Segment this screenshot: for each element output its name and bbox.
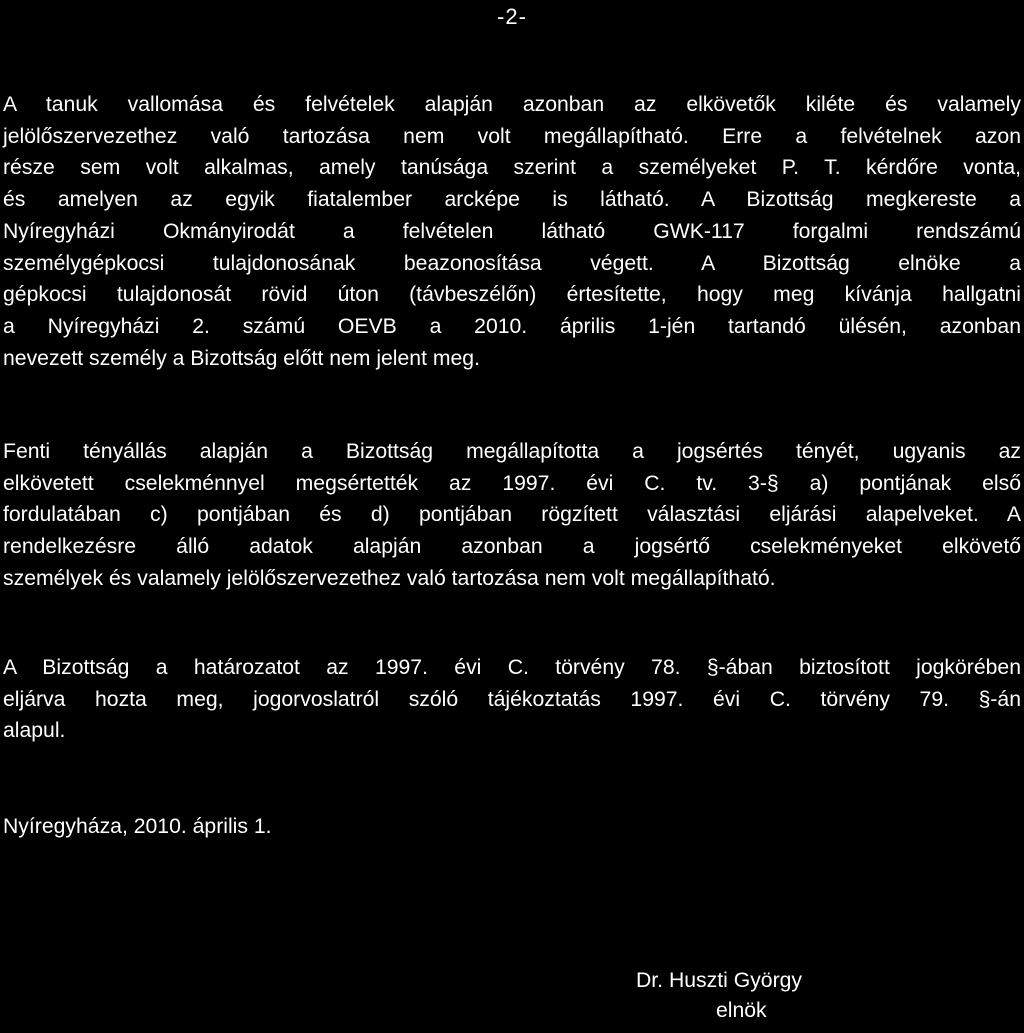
paragraph-legal-basis bbox=[3, 652, 1021, 747]
text-line: eljárva hozta meg, jogorvoslatról szóló tájékoztatás 1997. évi C. törvény 79. §-án bbox=[3, 687, 1021, 711]
text-line: személyek és valamely jelölőszervezethez való tartozása nem volt megállapítható. bbox=[3, 566, 776, 590]
signatory-title: elnök bbox=[716, 999, 767, 1022]
text-line: Nyíregyházi Okmányirodát a felvételen látható GWK-117 forgalmi rendszámú bbox=[3, 219, 1021, 243]
text-line: személygépkocsi tulajdonosának beazonosítása végett. A Bizottság elnöke a bbox=[3, 251, 1021, 275]
date-place: Nyíregyháza, 2010. április 1. bbox=[3, 815, 272, 838]
text-line: fordulatában c) pontjában és d) pontjában rögzített választási eljárási alapelveket. A bbox=[3, 503, 1021, 527]
text-line: jelölőszervezethez való tartozása nem volt megállapítható. Erre a felvételnek azon bbox=[3, 124, 1021, 148]
text-line: A tanuk vallomása és felvételek alapján azonban az elkövetők kiléte és valamely bbox=[3, 93, 1021, 116]
paragraph-conclusion bbox=[3, 436, 1021, 595]
text-line: nevezett személy a Bizottság előtt nem jelent meg. bbox=[3, 346, 480, 370]
text-line: és amelyen az egyik fiatalember arcképe is látható. A Bizottság megkereste a bbox=[3, 188, 1021, 212]
text-line: rendelkezésre álló adatok alapján azonban a jogsértő cselekményeket elkövető bbox=[3, 535, 1021, 559]
text-line: része sem volt alkalmas, amely tanúsága szerint a személyeket P. T. kérdőre vonta, bbox=[3, 156, 1021, 180]
page-number: -2- bbox=[497, 4, 527, 29]
signature-block bbox=[636, 966, 802, 1026]
signatory-name: Dr. Huszti György bbox=[636, 969, 803, 992]
text-line: gépkocsi tulajdonosát rövid úton (távbeszélőn) értesítette, hogy meg kívánja hallgatni bbox=[3, 283, 1021, 307]
text-line: Fenti tényállás alapján a Bizottság megállapította a jogsértés tényét, ugyanis az bbox=[3, 440, 1021, 463]
paragraph-findings bbox=[3, 89, 1021, 374]
text-line: a Nyíregyházi 2. számú OEVB a 2010. április 1-jén tartandó ülésén, azonban bbox=[3, 314, 1021, 338]
text-line: elkövetett cselekménnyel megsértették az 1997. évi C. tv. 3-§ a) pontjának első bbox=[3, 471, 1021, 495]
text-line: A Bizottság a határozatot az 1997. évi C. törvény 78. §-ában biztosított jogkörében bbox=[3, 656, 1021, 679]
text-line: alapul. bbox=[3, 719, 66, 743]
